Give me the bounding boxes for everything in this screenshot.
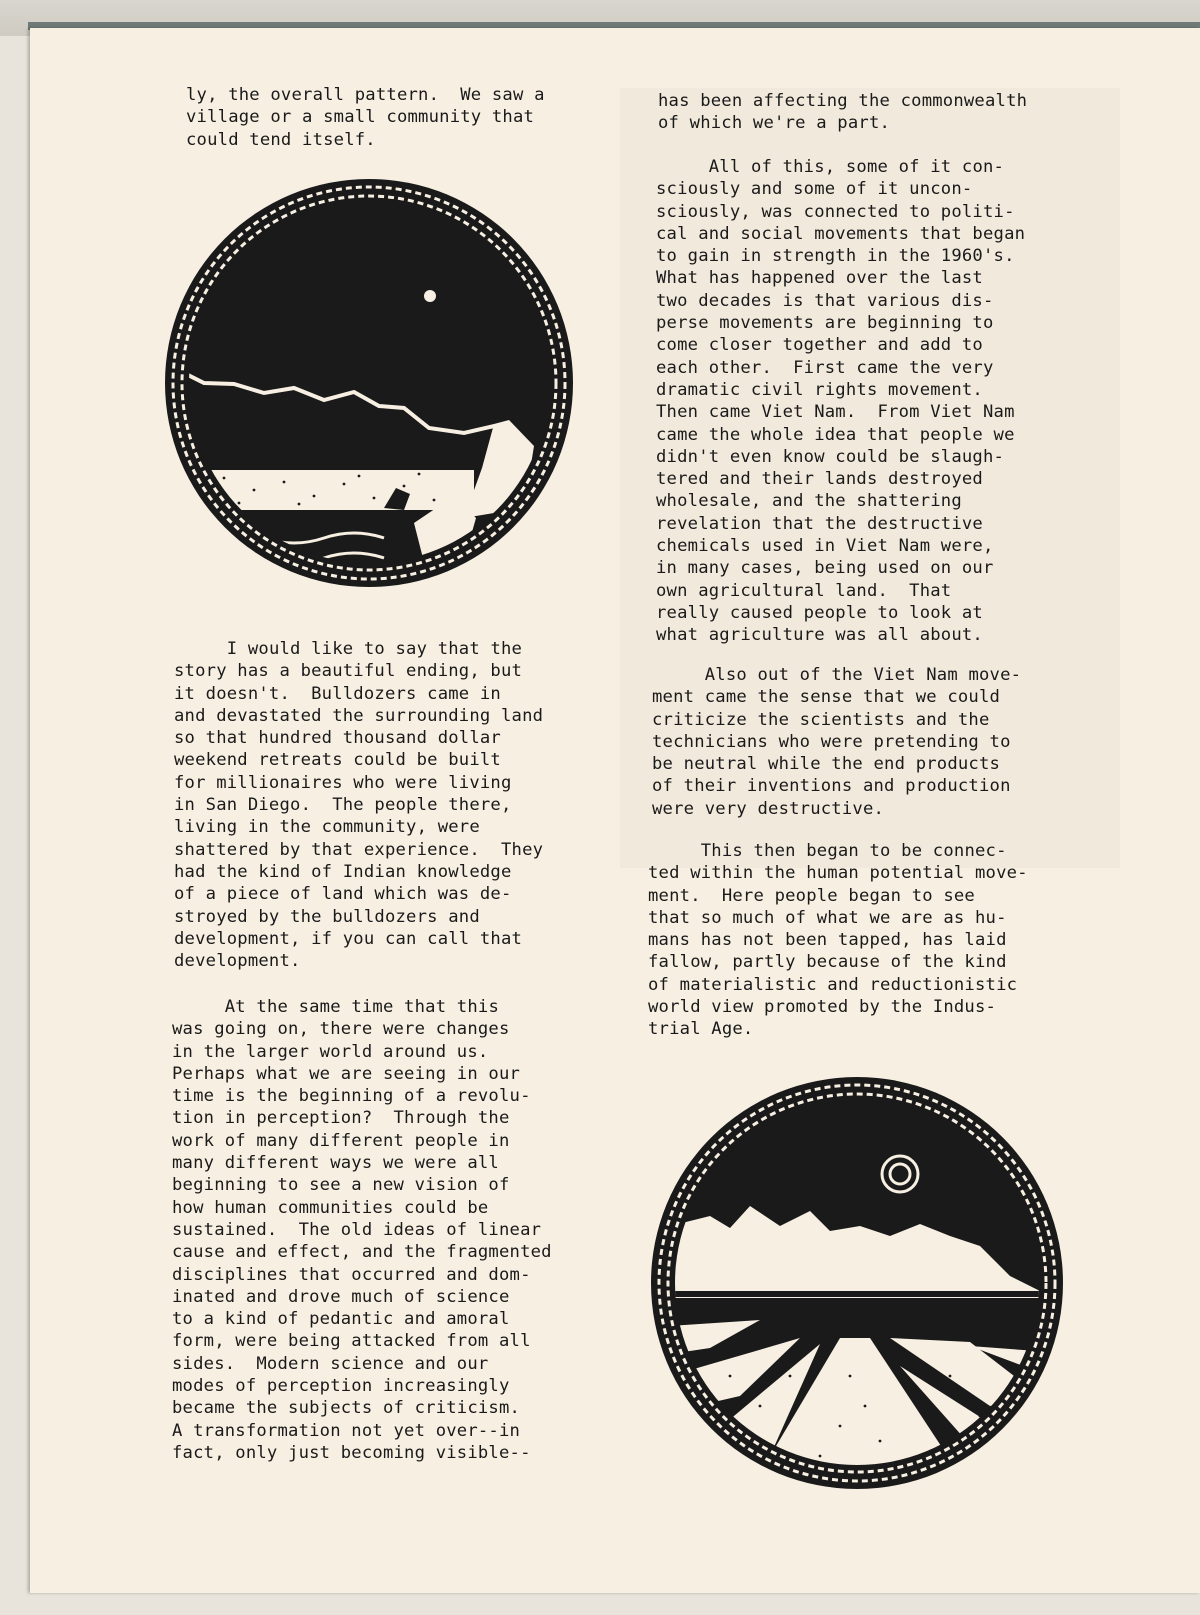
paragraph-commonwealth: has been affecting the commonwealth of which we're a part. — [658, 91, 1028, 134]
landscape-sun-fields-icon — [650, 1076, 1064, 1490]
document-page — [30, 28, 1200, 1593]
paragraph-this-then: This then began to be connec- ted within the human potential move- ment. Here people began to see that so much of what we are as hu- mans has not been tapped, has laid fallow, partly because of the kind of materialistic and reductionistic world view promoted by the Indus- trial Age. — [648, 841, 1028, 1040]
paragraph-all-of-this: All of this, some of it con- sciously and some of it uncon- sciously, was connected to politi- cal and social movements that began to gain in strength in the 1960's. What has happened over the last two decades is that various dis- perse movements are beginning to come closer together and add to each other. First came the very dramatic civil rights movement. Then came Viet Nam. From Viet Nam came the whole idea that people we didn't even know could be slaugh- tered and their lands destroyed wholesale, and the shattering revelation that the destructive chemicals used in Viet Nam were, in many cases, being used on our own agricultural land. That really caused people to look at what agriculture was all about. — [656, 157, 1026, 646]
paragraph-also: Also out of the Viet Nam move- ment came the sense that we could criticize the scientists and the technicians who were pretending to be neutral while the end products of their inventions and production were very destructive. — [652, 665, 1022, 819]
paragraph-same-time: At the same time that this was going on, there were changes in the larger world around us. Perhaps what we are seeing in our time is the beginning of a revolu- tion in perception? Through the work of many different people in many different ways we were all beginning to see a new vision of how human communities could be sustained. The old ideas of linear cause and effect, and the fragmented disciplines that occurred and dom- inated and drove much of science to a kind of pedantic and amoral form, were being attacked from all sides. Modern science and our modes of perception increasingly became the subjects of criticism. A transformation not yet over--in fact, only just becoming visible-- — [172, 997, 552, 1463]
landscape-moon-icon — [164, 178, 574, 588]
paragraph-intro: ly, the overall pattern. We saw a village or a small community that could tend itself. — [186, 85, 545, 150]
paragraph-ending: I would like to say that the story has a beautiful ending, but it doesn't. Bulldozers came in and devastated the surrounding land so that hundred thousand dollar weekend retreats could be built for millionaires who were living in San Diego. The people there, living in the community, were shattered by that experience. They had the kind of Indian knowledge of a piece of land which was de- stroyed by the bulldozers and development, if you can call that development. — [174, 639, 544, 972]
